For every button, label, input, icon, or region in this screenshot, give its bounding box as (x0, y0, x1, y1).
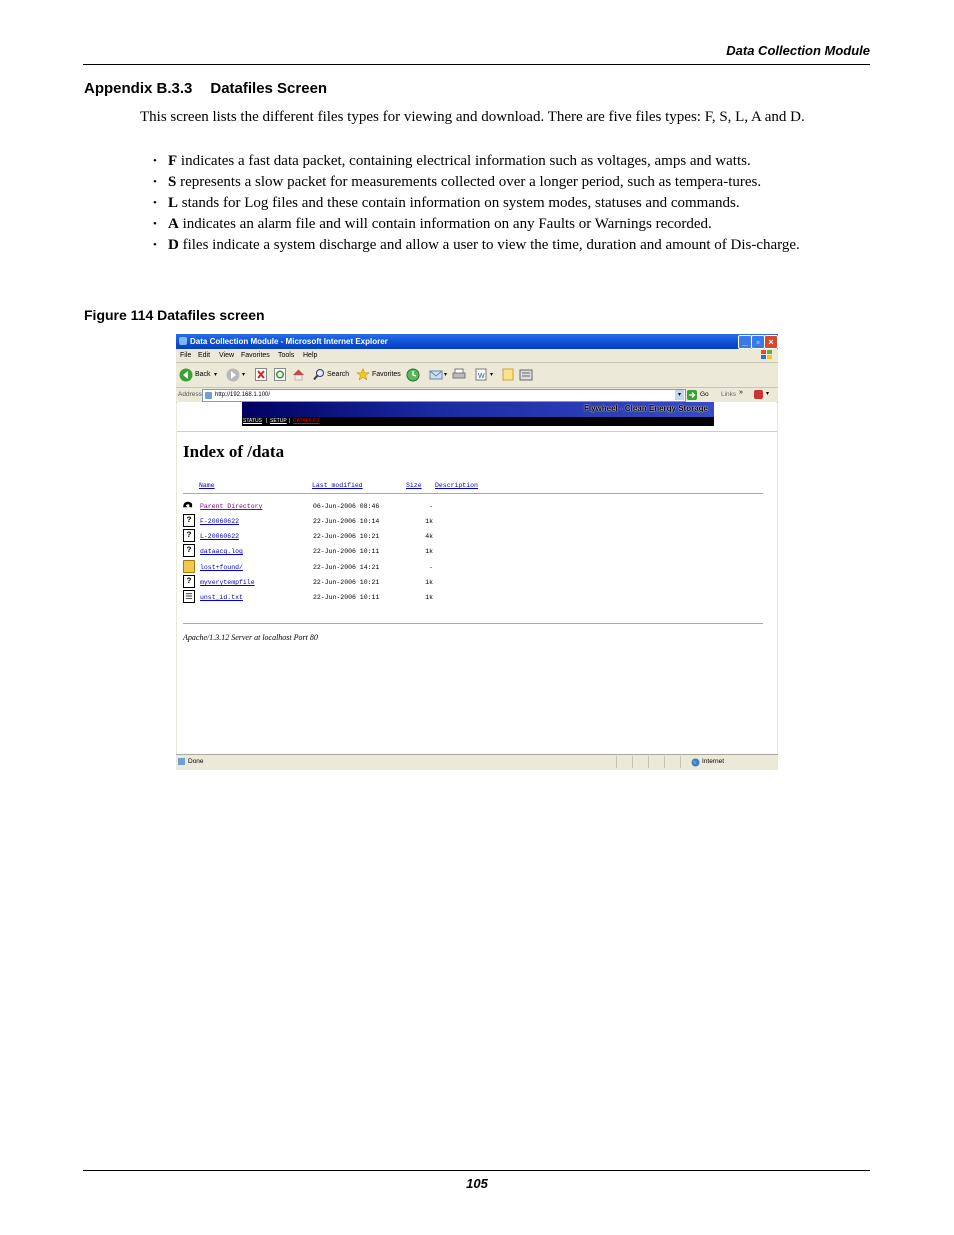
file-type-key: D (168, 237, 179, 253)
page-viewport (177, 402, 777, 754)
list-top-rule (183, 493, 763, 494)
minimize-icon[interactable]: _ (738, 335, 752, 349)
status-divider (648, 756, 649, 768)
table-row (183, 499, 763, 513)
file-type-desc: represents a slow packet for measurements collected over a longer period, such as tempera-tures. (176, 174, 762, 190)
search-button-label[interactable]: Search (327, 371, 350, 378)
status-divider (664, 756, 665, 768)
status-divider (632, 756, 633, 768)
chevron-down-icon[interactable]: ▾ (214, 372, 218, 378)
favorites-button-label[interactable]: Favorites (372, 371, 401, 378)
nav-separator: | (289, 418, 291, 424)
windows-flag-icon (760, 349, 774, 361)
unknown-file-icon: ? (183, 529, 195, 542)
go-button-label[interactable]: Go (700, 391, 709, 398)
address-label: Address (178, 391, 202, 398)
file-modified: 06-Jun-2006 08:46 (313, 503, 380, 510)
search-icon[interactable] (313, 368, 325, 381)
file-size: 1k (425, 518, 433, 525)
section-title: Datafiles Screen (210, 80, 328, 97)
file-size: 1k (425, 548, 433, 555)
file-type-desc: files indicate a system discharge and allow a user to view the time, duration and amount of Dis-charge. (178, 237, 800, 253)
ie-icon (179, 337, 187, 345)
history-icon[interactable] (406, 368, 420, 382)
folder-icon (183, 560, 195, 573)
table-row (183, 560, 763, 574)
menu-edit[interactable]: Edit (198, 352, 211, 359)
list-item: • F indicates a fast data packet, containing electrical information such as voltages, amps and watts. (153, 153, 751, 169)
address-input[interactable] (202, 389, 686, 402)
file-size: 1k (425, 579, 433, 586)
nav-separator: | (266, 418, 268, 424)
discuss-icon[interactable] (502, 368, 514, 381)
table-row (183, 529, 763, 543)
chevrons-icon[interactable]: » (739, 389, 743, 396)
standard-toolbar (176, 363, 778, 388)
server-signature: Apache/1.3.12 Server at localhost Port 80 (183, 633, 318, 642)
menu-help[interactable]: Help (303, 352, 318, 359)
table-row (183, 590, 763, 604)
address-bar (176, 388, 778, 403)
back-button-label[interactable]: Back (195, 371, 211, 378)
chevron-down-icon[interactable]: ▾ (490, 372, 494, 378)
file-modified: 22-Jun-2006 10:11 (313, 594, 380, 601)
file-modified: 22-Jun-2006 14:21 (313, 564, 380, 571)
list-item: • D files indicate a system discharge and allow a user to view the time, duration and amount of Dis-charge. (153, 237, 800, 253)
column-name-header[interactable]: Name (199, 482, 215, 489)
footer-rule (83, 1170, 870, 1171)
edit-icon[interactable] (475, 368, 487, 381)
nav-status-link[interactable]: STATUS (243, 418, 262, 424)
address-value: http://192.168.1.100/ (215, 392, 271, 398)
chevron-down-icon[interactable]: ▾ (242, 372, 246, 378)
forward-arrow-icon[interactable] (226, 368, 240, 382)
svg-text:W: W (478, 373, 485, 380)
section-number: Appendix B.3.3 (84, 80, 193, 97)
menu-tools[interactable]: Tools (278, 352, 295, 359)
list-bottom-rule (183, 623, 763, 624)
file-type-desc: indicates a fast data packet, containing electrical information such as voltages, amps and watts. (177, 153, 751, 169)
back-arrow-icon (183, 499, 193, 510)
banner-title: Flywheel - Clean Energy Storage (583, 404, 708, 413)
messenger-icon[interactable] (519, 368, 533, 381)
list-item: • L stands for Log files and these contain information on system modes, statuses and commands. (153, 195, 740, 211)
column-modified-header[interactable]: Last modified (312, 482, 363, 489)
file-link[interactable]: unst_id.txt (200, 594, 243, 601)
unknown-file-icon: ? (183, 514, 195, 527)
file-link[interactable]: dataacq.log (200, 548, 243, 555)
list-item: • S represents a slow packet for measurements collected over a longer period, such as tempera-tures. (153, 174, 762, 190)
file-type-list (153, 152, 870, 257)
figure-caption: Figure 114 Datafiles screen (84, 307, 265, 323)
flywheel-banner (242, 402, 714, 417)
section-heading (84, 80, 327, 97)
file-size: - (429, 503, 433, 510)
unknown-file-icon: ? (183, 575, 195, 588)
status-divider (680, 756, 681, 768)
column-description-header[interactable]: Description (435, 482, 478, 489)
chevron-down-icon[interactable]: ▾ (675, 390, 684, 400)
file-link[interactable]: myverytempfile (200, 579, 255, 586)
table-row (183, 514, 763, 528)
page-icon (205, 392, 212, 399)
title-bar (176, 334, 778, 349)
table-row (183, 575, 763, 589)
window-title: Data Collection Module - Microsoft Internet Explorer (190, 337, 388, 346)
file-type-desc: stands for Log files and these contain information on system modes, statuses and commands. (178, 195, 740, 211)
file-link[interactable]: F-20060622 (200, 518, 240, 525)
toolbar-extension-icon[interactable] (754, 390, 763, 399)
chevron-down-icon[interactable]: ▾ (444, 372, 448, 378)
file-link[interactable]: lost+found/ (200, 564, 243, 571)
mail-icon[interactable] (429, 368, 443, 381)
banner-rule (177, 431, 777, 432)
maximize-icon[interactable]: ▫ (751, 335, 765, 349)
back-arrow-icon[interactable] (179, 368, 193, 382)
intro-paragraph: This screen lists the different files types for viewing and download. There are five files types: F, S, L, A and D. (140, 109, 805, 125)
file-modified: 22-Jun-2006 10:14 (313, 518, 380, 525)
menu-view[interactable]: View (219, 352, 235, 359)
browser-window (176, 334, 778, 770)
go-arrow-icon[interactable] (687, 390, 697, 400)
page-done-icon (178, 758, 185, 765)
links-label[interactable]: Links (721, 391, 737, 398)
column-size-header[interactable]: Size (406, 482, 422, 489)
text-file-icon (183, 590, 195, 603)
file-type-key: S (168, 174, 177, 190)
list-item: • A indicates an alarm file and will contain information on any Faults or Warnings recorded. (153, 216, 712, 232)
index-title: Index of /data (183, 442, 285, 461)
file-type-desc: indicates an alarm file and will contain information on any Faults or Warnings recorded. (178, 216, 712, 232)
site-nav (242, 417, 714, 426)
refresh-icon[interactable] (274, 368, 286, 381)
file-modified: 22-Jun-2006 10:11 (313, 548, 380, 555)
menu-bar (176, 349, 778, 363)
chevron-down-icon[interactable]: ▾ (766, 391, 770, 397)
menu-favorites[interactable]: Favorites (241, 352, 270, 359)
file-type-key: A (168, 216, 179, 232)
file-type-key: F (168, 153, 178, 169)
status-text: Done (188, 758, 204, 765)
file-modified: 22-Jun-2006 10:21 (313, 579, 380, 586)
close-icon[interactable]: × (764, 335, 778, 349)
security-zone: Internet (702, 758, 725, 765)
nav-setup-link[interactable]: SETUP (270, 418, 287, 424)
header-rule (83, 64, 870, 65)
status-divider (616, 756, 617, 768)
menu-file[interactable]: File (180, 352, 192, 359)
unknown-file-icon: ? (183, 544, 195, 557)
file-size: 4k (425, 533, 433, 540)
table-row (183, 544, 763, 558)
nav-datafiles-link[interactable]: DATAFILES (293, 418, 320, 424)
globe-icon (691, 758, 700, 767)
print-icon[interactable] (452, 368, 466, 381)
status-bar (176, 754, 778, 769)
home-icon[interactable] (292, 368, 305, 381)
running-header: Data Collection Module (726, 43, 870, 58)
file-link[interactable]: Parent Directory (200, 503, 263, 510)
file-size: 1k (425, 594, 433, 601)
file-type-key: L (168, 195, 179, 211)
file-modified: 22-Jun-2006 10:21 (313, 533, 380, 540)
stop-icon[interactable] (255, 368, 267, 381)
favorites-star-icon[interactable] (356, 368, 370, 381)
page-number: 105 (466, 1176, 488, 1191)
file-size: - (429, 564, 433, 571)
file-link[interactable]: L-20060622 (200, 533, 240, 540)
